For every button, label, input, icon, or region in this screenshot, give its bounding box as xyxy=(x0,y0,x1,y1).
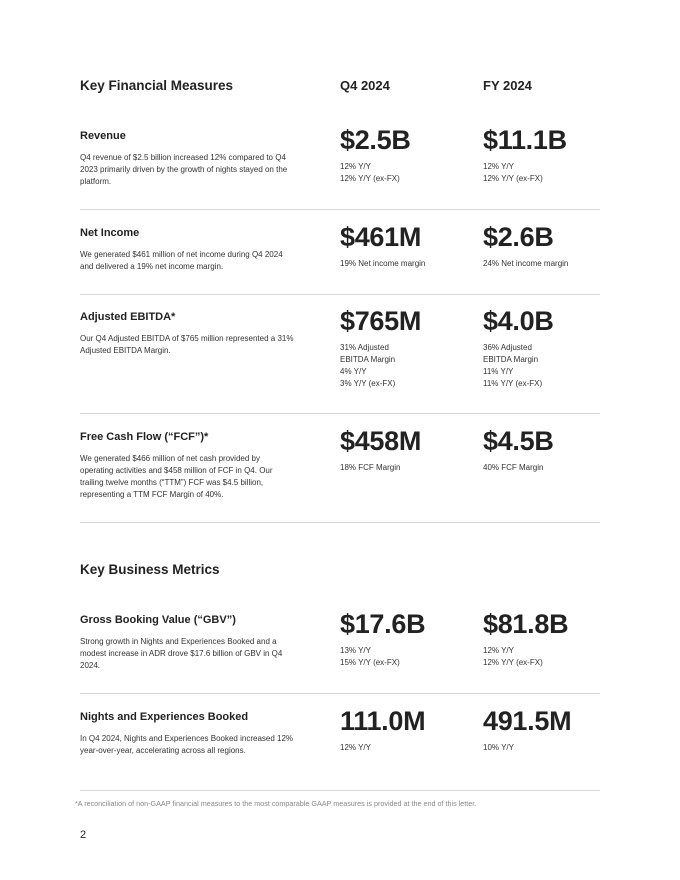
column-fy-heading: FY 2024 xyxy=(483,78,532,93)
metric-title: Net Income xyxy=(80,227,140,239)
financial-measures-header xyxy=(80,78,600,98)
column-q4-heading: Q4 2024 xyxy=(340,78,390,93)
metric-description: Strong growth in Nights and Experiences Booked and a modest increase in ADR drove $17.6 billion of GBV in Q4 2024. xyxy=(80,637,283,670)
q4-note: 3% Y/Y (ex-FX) xyxy=(340,379,396,388)
q4-value: 111.0M xyxy=(340,706,426,736)
q4-column xyxy=(340,424,421,474)
q4-value: $765M xyxy=(340,306,422,336)
q4-value: $458M xyxy=(340,426,422,456)
row-divider xyxy=(80,209,600,210)
q4-note: 18% FCF Margin xyxy=(340,463,401,472)
financial-measures-heading: Key Financial Measures xyxy=(80,78,234,93)
business-metrics-header xyxy=(80,562,600,582)
fy-column xyxy=(483,424,554,474)
metric-description: We generated $461 million of net income during Q4 2024 and delivered a 19% net income margin. xyxy=(80,250,283,271)
metric-title: Free Cash Flow (“FCF”)* xyxy=(80,431,209,443)
fy-column xyxy=(483,607,568,669)
section-divider xyxy=(80,790,600,791)
fy-column xyxy=(483,304,554,390)
q4-value: $17.6B xyxy=(340,609,426,639)
fy-note: 24% Net income margin xyxy=(483,259,569,268)
fy-note: EBITDA Margin xyxy=(483,355,539,364)
q4-column xyxy=(340,123,411,185)
fy-value: $11.1B xyxy=(483,125,567,155)
metric-title: Revenue xyxy=(80,130,126,142)
fy-column xyxy=(483,123,567,185)
metric-description: Q4 revenue of $2.5 billion increased 12% compared to Q4 2023 primarily driven by the growth of nights stayed on the platform. xyxy=(80,153,288,186)
fy-value: $4.0B xyxy=(483,306,554,336)
fy-note: 12% Y/Y (ex-FX) xyxy=(483,658,543,667)
q4-note: EBITDA Margin xyxy=(340,355,396,364)
q4-value: $2.5B xyxy=(340,125,411,155)
q4-value: $461M xyxy=(340,222,422,252)
fy-note: 11% Y/Y xyxy=(483,367,514,376)
fy-note: 12% Y/Y xyxy=(483,646,514,655)
fy-note: 11% Y/Y (ex-FX) xyxy=(483,379,543,388)
q4-note: 12% Y/Y xyxy=(340,743,371,752)
page-number: 2 xyxy=(80,829,87,841)
q4-note: 15% Y/Y (ex-FX) xyxy=(340,658,400,667)
q4-note: 13% Y/Y xyxy=(340,646,371,655)
business-metrics-heading: Key Business Metrics xyxy=(80,562,220,577)
q4-note: 4% Y/Y xyxy=(340,367,367,376)
q4-column xyxy=(340,220,425,270)
fy-column xyxy=(483,704,571,754)
q4-note: 12% Y/Y xyxy=(340,162,371,171)
fy-note: 10% Y/Y xyxy=(483,743,514,752)
fy-value: $2.6B xyxy=(483,222,554,252)
fy-note: 12% Y/Y (ex-FX) xyxy=(483,174,543,183)
q4-column xyxy=(340,607,425,669)
fy-note: 36% Adjusted xyxy=(483,343,532,352)
fy-column xyxy=(483,220,568,270)
row-divider xyxy=(80,693,600,694)
metric-title: Adjusted EBITDA* xyxy=(80,311,176,323)
q4-note: 19% Net income margin xyxy=(340,259,426,268)
footnote: *A reconciliation of non-GAAP financial measures to the most comparable GAAP measures is provided at the end of this letter. xyxy=(75,799,477,808)
q4-column xyxy=(340,304,421,390)
metric-description: In Q4 2024, Nights and Experiences Booked increased 12% year-over-year, accelerating across all regions. xyxy=(80,734,294,755)
fy-value: $4.5B xyxy=(483,426,554,456)
fy-value: $81.8B xyxy=(483,609,569,639)
metric-title: Gross Booking Value (“GBV”) xyxy=(80,614,236,626)
metric-title: Nights and Experiences Booked xyxy=(80,711,249,723)
fy-value: 491.5M xyxy=(483,706,572,736)
fy-note: 40% FCF Margin xyxy=(483,463,544,472)
row-divider xyxy=(80,294,600,295)
section-divider xyxy=(80,522,600,523)
row-divider xyxy=(80,413,600,414)
q4-note: 31% Adjusted xyxy=(340,343,389,352)
q4-column xyxy=(340,704,425,754)
q4-note: 12% Y/Y (ex-FX) xyxy=(340,174,400,183)
metric-description: Our Q4 Adjusted EBITDA of $765 million represented a 31% Adjusted EBITDA Margin. xyxy=(80,334,294,355)
metric-description: We generated $466 million of net cash provided by operating activities and $458 million of FCF in Q4. Our trailing twelve months (“TTM”) FCF was $4.5 billion, representing a TTM FCF Margin of 40%. xyxy=(80,454,273,499)
fy-note: 12% Y/Y xyxy=(483,162,514,171)
